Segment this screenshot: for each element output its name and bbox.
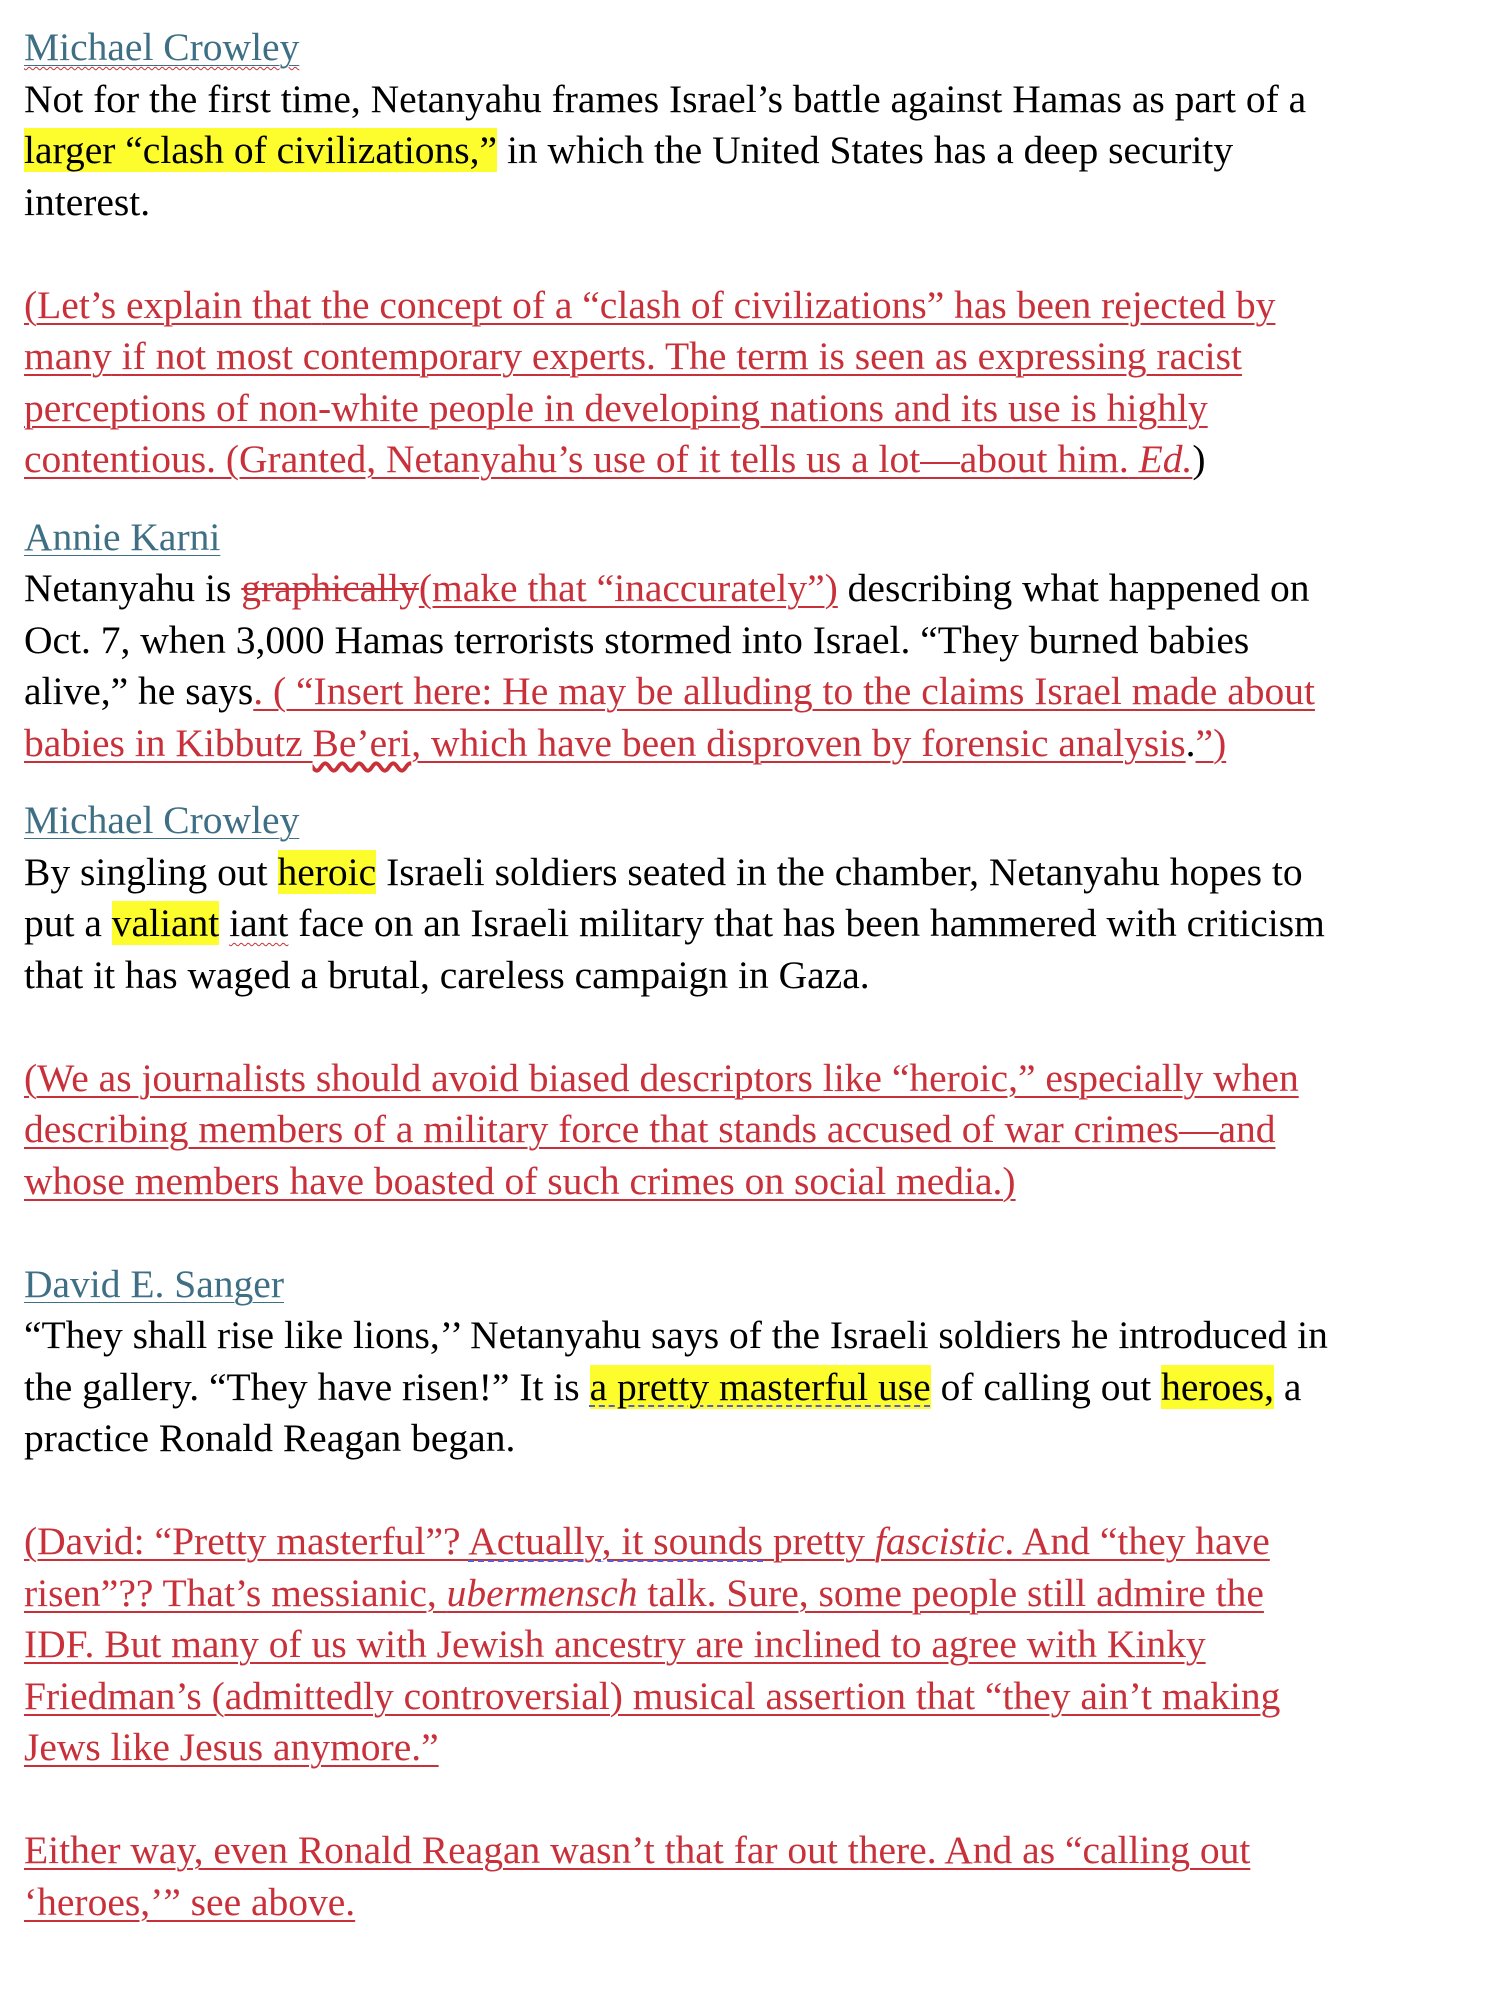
- highlighted-text: a pretty masterful use: [589, 1364, 931, 1409]
- inserted-text: (Let’s explain that: [24, 282, 312, 327]
- inserted-text: babies in Kibbutz: [24, 720, 313, 765]
- spacer: [24, 1465, 1494, 1517]
- inserted-text: if not most contemporary experts. The term is seen as expressing racist: [121, 334, 1242, 378]
- inserted-text: , which have been disproven by forensic analysis: [411, 720, 1186, 765]
- inserted-text: fascistic: [874, 1519, 1005, 1563]
- text-run: .: [1185, 720, 1196, 765]
- para-line: Oct. 7, when 3,000 Hamas terrorists stormed into Israel. “They burned babies: [24, 617, 1250, 662]
- inserted-text: (David: “Pretty masterful”?: [24, 1519, 469, 1563]
- para-line: that it has waged a brutal, careless campaign in Gaza.: [24, 952, 870, 997]
- para-line: [24, 666, 1494, 718]
- inserted-text: many: [24, 334, 112, 378]
- para-line: [24, 125, 1494, 177]
- space: [1129, 437, 1139, 481]
- inserted-text: risen”?? That’s messianic,: [24, 1570, 447, 1615]
- inserted-text: (make that “inaccurately”): [418, 566, 838, 610]
- comment-block-karni: [24, 512, 1494, 770]
- spacer: [24, 769, 1494, 795]
- inserted-text: ubermensch: [446, 1570, 638, 1615]
- inserted-text: the concept of a “clash of civilizations” has been rejected by: [321, 282, 1276, 327]
- text-run: Israeli soldiers seated in the chamber, Netanyahu hopes to: [376, 849, 1303, 894]
- text-run: ): [1192, 437, 1206, 481]
- text-run: the gallery. “They have risen!” It is: [24, 1364, 590, 1409]
- edit-note-line: perceptions of non-white people in developing nations and its use is highly: [24, 385, 1208, 430]
- edit-note-line: Jews like Jesus anymore.”: [24, 1725, 439, 1769]
- text-run: a: [1274, 1364, 1302, 1409]
- text-run: alive,” he says: [24, 669, 254, 713]
- para-line: [24, 847, 1494, 899]
- text-run: put a: [24, 901, 112, 945]
- text-run: Netanyahu is: [24, 566, 242, 610]
- text-run: in which the United States has a deep security: [497, 128, 1234, 172]
- text-run: describing what happened on: [837, 566, 1310, 610]
- edit-note-line: (We as journalists should avoid biased descriptors like “heroic,” especially when: [24, 1055, 1299, 1100]
- highlighted-text: heroic: [277, 849, 377, 894]
- spacer: [24, 1774, 1494, 1826]
- author-name[interactable]: [24, 22, 1494, 74]
- author-text: Michael Crowley: [24, 25, 300, 69]
- edit-note-line: Either way, even Ronald Reagan wasn’t that far out there. And as “calling out: [24, 1828, 1251, 1872]
- spellcheck-text: iant: [229, 901, 289, 945]
- edit-note-line: [24, 280, 1494, 332]
- text-run: face on an Israeli military that has been hammered with criticism: [288, 901, 1325, 945]
- spellcheck-text: Be’eri: [312, 720, 412, 765]
- edit-note-line: ‘heroes,’” see above.: [24, 1879, 356, 1924]
- inserted-text: talk. Sure, some people still admire the: [637, 1570, 1264, 1615]
- author-name[interactable]: Annie Karni: [24, 514, 221, 559]
- author-name[interactable]: David E. Sanger: [24, 1261, 284, 1306]
- para-line: [24, 718, 1494, 770]
- edit-note-line: [24, 331, 1494, 383]
- spacer: [24, 1001, 1494, 1053]
- text-run: of calling out: [930, 1364, 1162, 1409]
- editor-mark: Ed.: [1138, 437, 1193, 481]
- inserted-text: pretty: [763, 1519, 875, 1563]
- highlighted-text: heroes,: [1161, 1364, 1275, 1409]
- spacer: [24, 1207, 1494, 1259]
- para-line: “They shall rise like lions,’’ Netanyahu says of the Israeli soldiers he introduced in: [24, 1313, 1328, 1357]
- comment-block-sanger: [24, 1259, 1494, 1929]
- highlighted-text: larger “clash of civilizations,”: [24, 128, 498, 172]
- grammar-flag-text: Actually, it sounds: [468, 1519, 763, 1563]
- document-page: [24, 22, 1494, 1928]
- edit-note-line: Friedman’s (admittedly controversial) musical assertion that “they ain’t making: [24, 1673, 1281, 1718]
- para-line: practice Ronald Reagan began.: [24, 1416, 516, 1460]
- edit-note-line: [24, 1568, 1494, 1620]
- para-line: [24, 1362, 1494, 1414]
- inserted-text: ”): [1195, 720, 1227, 765]
- comment-block-crowley-1: [24, 22, 1494, 486]
- inserted-text: . ( “Insert here: He may be alluding to the claims Israel made about: [253, 669, 1315, 713]
- edit-note-line: [24, 1516, 1494, 1568]
- edit-note-line: [24, 434, 1494, 486]
- para-line: interest.: [24, 179, 151, 224]
- spacer: [24, 486, 1494, 512]
- inserted-text: . And “they have: [1004, 1519, 1270, 1563]
- edit-note-line: IDF. But many of us with Jewish ancestry are inclined to agree with Kinky: [24, 1622, 1206, 1666]
- para-line: [24, 898, 1494, 950]
- edit-note-line: whose members have boasted of such crimes on social media.): [24, 1158, 1016, 1203]
- deleted-text: graphically: [241, 566, 419, 610]
- highlighted-text: valiant: [111, 901, 220, 945]
- spacer: [24, 228, 1494, 280]
- para-line: [24, 563, 1494, 615]
- inserted-text: contentious. (Granted, Netanyahu’s use of it tells us a lot—about him.: [24, 437, 1129, 481]
- comment-block-crowley-2: [24, 795, 1494, 1207]
- para-line: Not for the first time, Netanyahu frames Israel’s battle against Hamas as part of a: [24, 76, 1307, 121]
- author-name[interactable]: Michael Crowley: [24, 798, 300, 842]
- edit-note-line: describing members of a military force that stands accused of war crimes—and: [24, 1107, 1276, 1151]
- text-run: By singling out: [24, 849, 278, 894]
